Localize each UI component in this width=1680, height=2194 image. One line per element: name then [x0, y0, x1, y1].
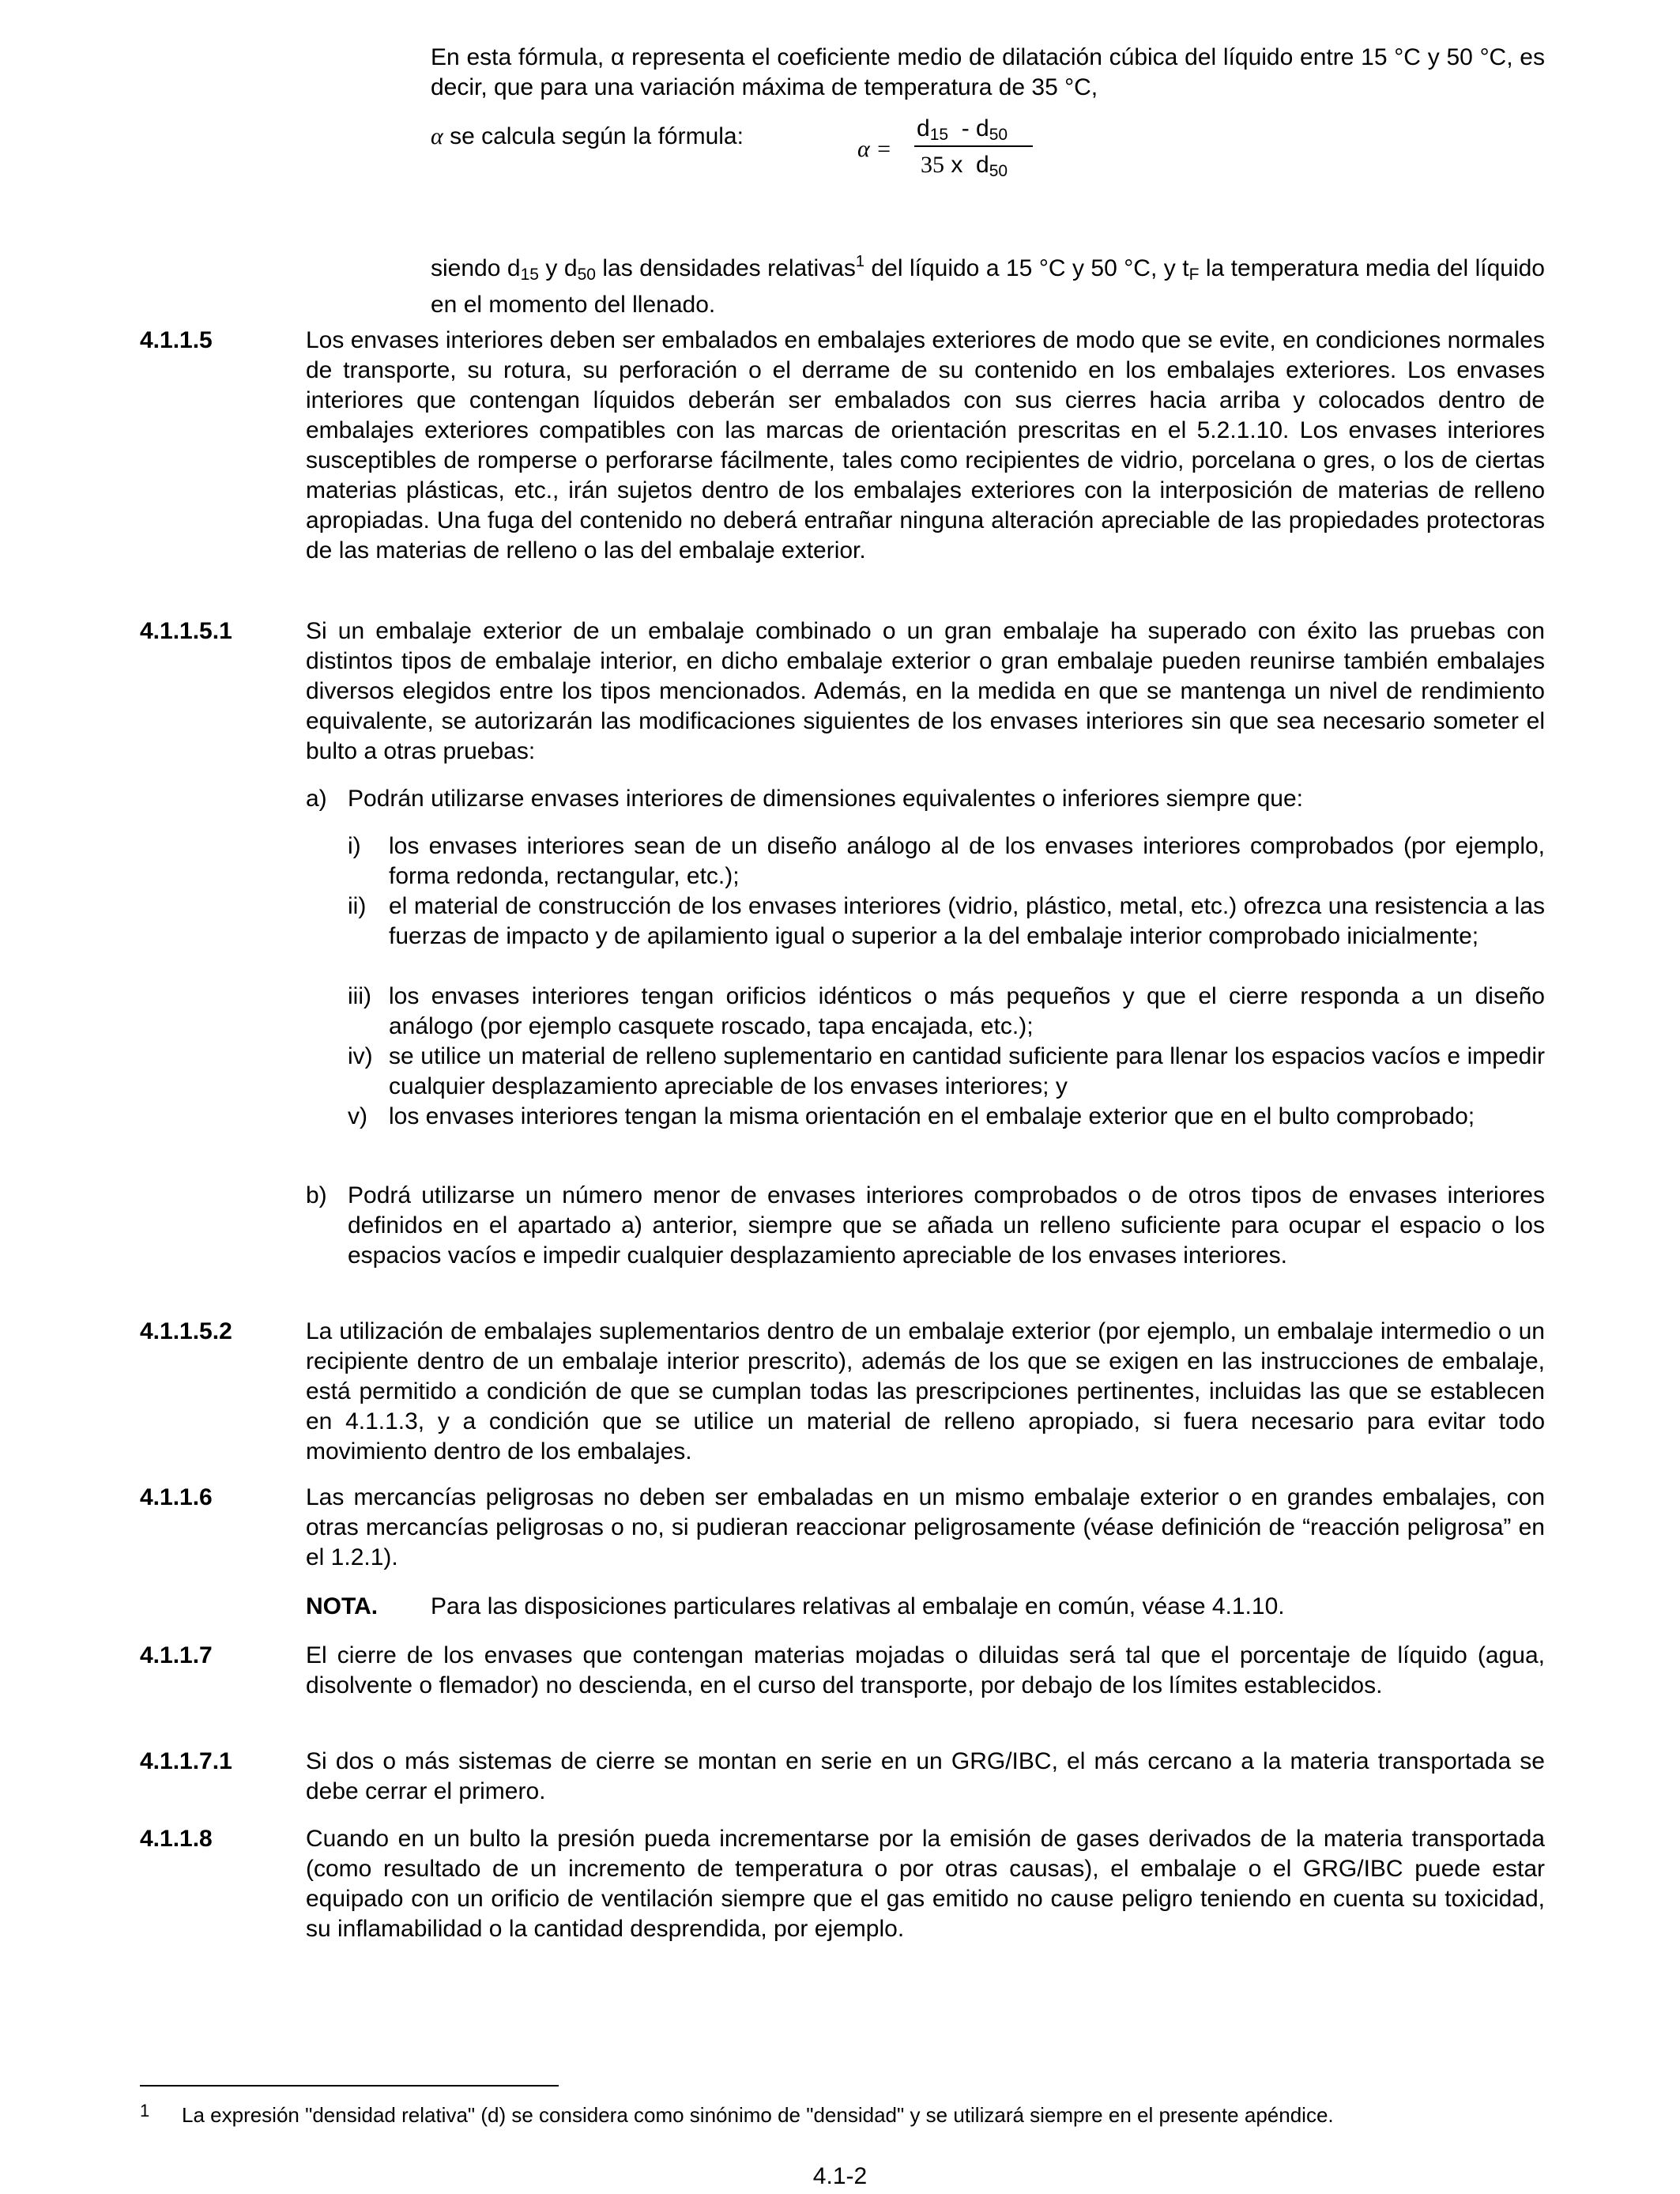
footnote-reference: 1	[855, 253, 864, 270]
section-number: 4.1.1.6	[140, 1484, 213, 1510]
formula-row: α se calcula según la fórmula: α = $d_{15} - d_{50}$ 35 x $d_{50}$	[431, 119, 1545, 190]
list-text: se utilice un material de relleno suplementario en cantidad suficiente para llenar los espacios vacíos e impedir cualquier desplazamiento apreciable de los envases interiores; y	[389, 1043, 1545, 1099]
section-text: Si dos o más sistemas de cierre se montan en serie en un GRG/IBC, el más cercano a la materia transportada se debe cerrar el primero.	[306, 1748, 1545, 1804]
list-text: Podrá utilizarse un número menor de envases interiores comprobados o de otros tipos de envases interiores definidos en el apartado a) anterior, siempre que se añada un relleno suficiente para ocupar el espacio o los espacios vacíos e impedir cualquier desplazamiento apreciable de los envases interiores.	[348, 1182, 1545, 1269]
section-number: 4.1.1.7.1	[140, 1748, 232, 1774]
list-label: i)	[348, 833, 361, 859]
list-text: los envases interiores tengan orificios idénticos o más pequeños y que el cierre responda a un diseño análogo (por ejemplo casquete roscado, tapa encajada, etc.);	[389, 983, 1545, 1039]
section-text: Cuando en un bulto la presión pueda incrementarse por la emisión de gases derivados de la materia transportada (como resultado de un incremento de temperatura o por otras causas), el embalaje o el GRG/IBC puede estar equipado con un orificio de ventilación siempre que el gas emitido no cause peligro teniendo en cuenta su toxicidad, su inflamabilidad o la cantidad desprendida, por ejemplo.	[306, 1826, 1545, 1942]
section-text: El cierre de los envases que contengan materias mojadas o diluidas será tal que el porcentaje de líquido (agua, disolvente o flemador) no descienda, en el curso del transporte, por debajo de los límites establecidos.	[306, 1642, 1545, 1698]
list-text: Podrán utilizarse envases interiores de dimensiones equivalentes o inferiores siempre que:	[348, 786, 1303, 812]
section-number: 4.1.1.5	[140, 327, 213, 353]
footnote-text: La expresión "densidad relativa" (d) se considera como sinónimo de "densidad" y se utilizará siempre en el presente apéndice.	[182, 2103, 1334, 2127]
footnote-mark: 1	[140, 2101, 150, 2120]
list-text: los envases interiores sean de un diseño análogo al de los envases interiores comprobados (por ejemplo, forma redonda, rectangular, etc.);	[389, 833, 1545, 889]
section-text: Las mercancías peligrosas no deben ser embaladas en un mismo embalaje exterior o en grandes embalajes, con otras mercancías peligrosas o no, si pudieran reaccionar peligrosamente (véase definición de “reacción peligrosa” en el 1.2.1).	[306, 1484, 1545, 1570]
fraction-bar	[914, 145, 1033, 147]
section-number: 4.1.1.5.2	[140, 1318, 232, 1344]
formula-denominator: 35 x $d_{50}$	[921, 152, 1008, 180]
footnote-divider	[140, 2085, 559, 2087]
formula-label: α se calcula según la fórmula:	[431, 123, 744, 149]
section-number: 4.1.1.7	[140, 1642, 213, 1668]
list-label: ii)	[348, 893, 367, 919]
section-text: Los envases interiores deben ser embalados en embalajes exteriores de modo que se evite, en condiciones normales de transporte, su rotura, su perforación o el derrame de su contenido en los embalajes exteriores. Los envases interiores que contengan líquidos deberán ser embalados con sus cierres hacia arriba y colocados dentro de embalajes exteriores compatibles con las marcas de orientación prescritas en el 5.2.1.10. Los envases interiores susceptibles de romperse o perforarse fácilmente, tales como recipientes de vidrio, porcelana o gres, o los de ciertas materias plásticas, etc., irán sujetos dentro de los embalajes exteriores con la interposición de materias de relleno apropiadas. Una fuga del contenido no deberá entrañar ninguna alteración apreciable de las propiedades protectoras de las materias de relleno o las del embalaje exterior.	[306, 327, 1545, 564]
list-text: el material de construcción de los envases interiores (vidrio, plástico, metal, etc.) ofrezca una resistencia a las fuerzas de impacto y de apilamiento igual o superior a la del embalaje interior comprobado inicialmente;	[389, 893, 1545, 949]
list-text: los envases interiores tengan la misma orientación en el embalaje exterior que en el bulto comprobado;	[389, 1103, 1475, 1129]
section-text: La utilización de embalajes suplementarios dentro de un embalaje exterior (por ejemplo, un embalaje intermedio o un recipiente dentro de un embalaje interior prescrito), además de los que se exigen en las instrucciones de embalaje, está permitido a condición de que se cumplan todas las prescripciones pertinentes, incluidas las que se establecen en 4.1.1.3, y a condición que se utilice un material de relleno apropiado, si fuera necesario para evitar todo movimiento dentro de los embalajes.	[306, 1318, 1545, 1465]
section-number: 4.1.1.8	[140, 1826, 213, 1852]
section-text: Si un embalaje exterior de un embalaje combinado o un gran embalaje ha superado con éxito las pruebas con distintos tipos de embalaje interior, en dicho embalaje exterior o gran embalaje pueden reunirse también embalajes diversos elegidos entre los tipos mencionados. Además, en la medida en que se mantenga un nivel de rendimiento equivalente, se autorizarán las modificaciones siguientes de los envases interiores sin que sea necesario someter el bulto a otras pruebas:	[306, 618, 1545, 764]
formula-numerator: $d_{15} - d_{50}$	[917, 115, 1008, 144]
list-label: a)	[306, 786, 327, 812]
density-paragraph: siendo $d_{15}$ y $d_{50}$ las densidades relativas$^1$ del líquido a 15 °C y 50 °C, y $t_F$ la temperatura media del líquido en el momento del llenado.	[431, 253, 1545, 318]
page-number: 4.1-2	[812, 2163, 868, 2189]
note-label: NOTA.	[306, 1593, 379, 1619]
intro-paragraph: En esta fórmula, α representa el coeficiente medio de dilatación cúbica del líquido entre 15 °C y 50 °C, es decir, que para una variación máxima de temperatura de 35 °C,	[431, 44, 1545, 100]
section-number: 4.1.1.5.1	[140, 618, 232, 644]
list-label: iii)	[348, 983, 371, 1009]
note-text: Para las disposiciones particulares relativas al embalaje en común, véase 4.1.10.	[431, 1593, 1285, 1619]
list-label: b)	[306, 1182, 327, 1208]
list-label: iv)	[348, 1043, 373, 1069]
list-label: v)	[348, 1103, 367, 1129]
